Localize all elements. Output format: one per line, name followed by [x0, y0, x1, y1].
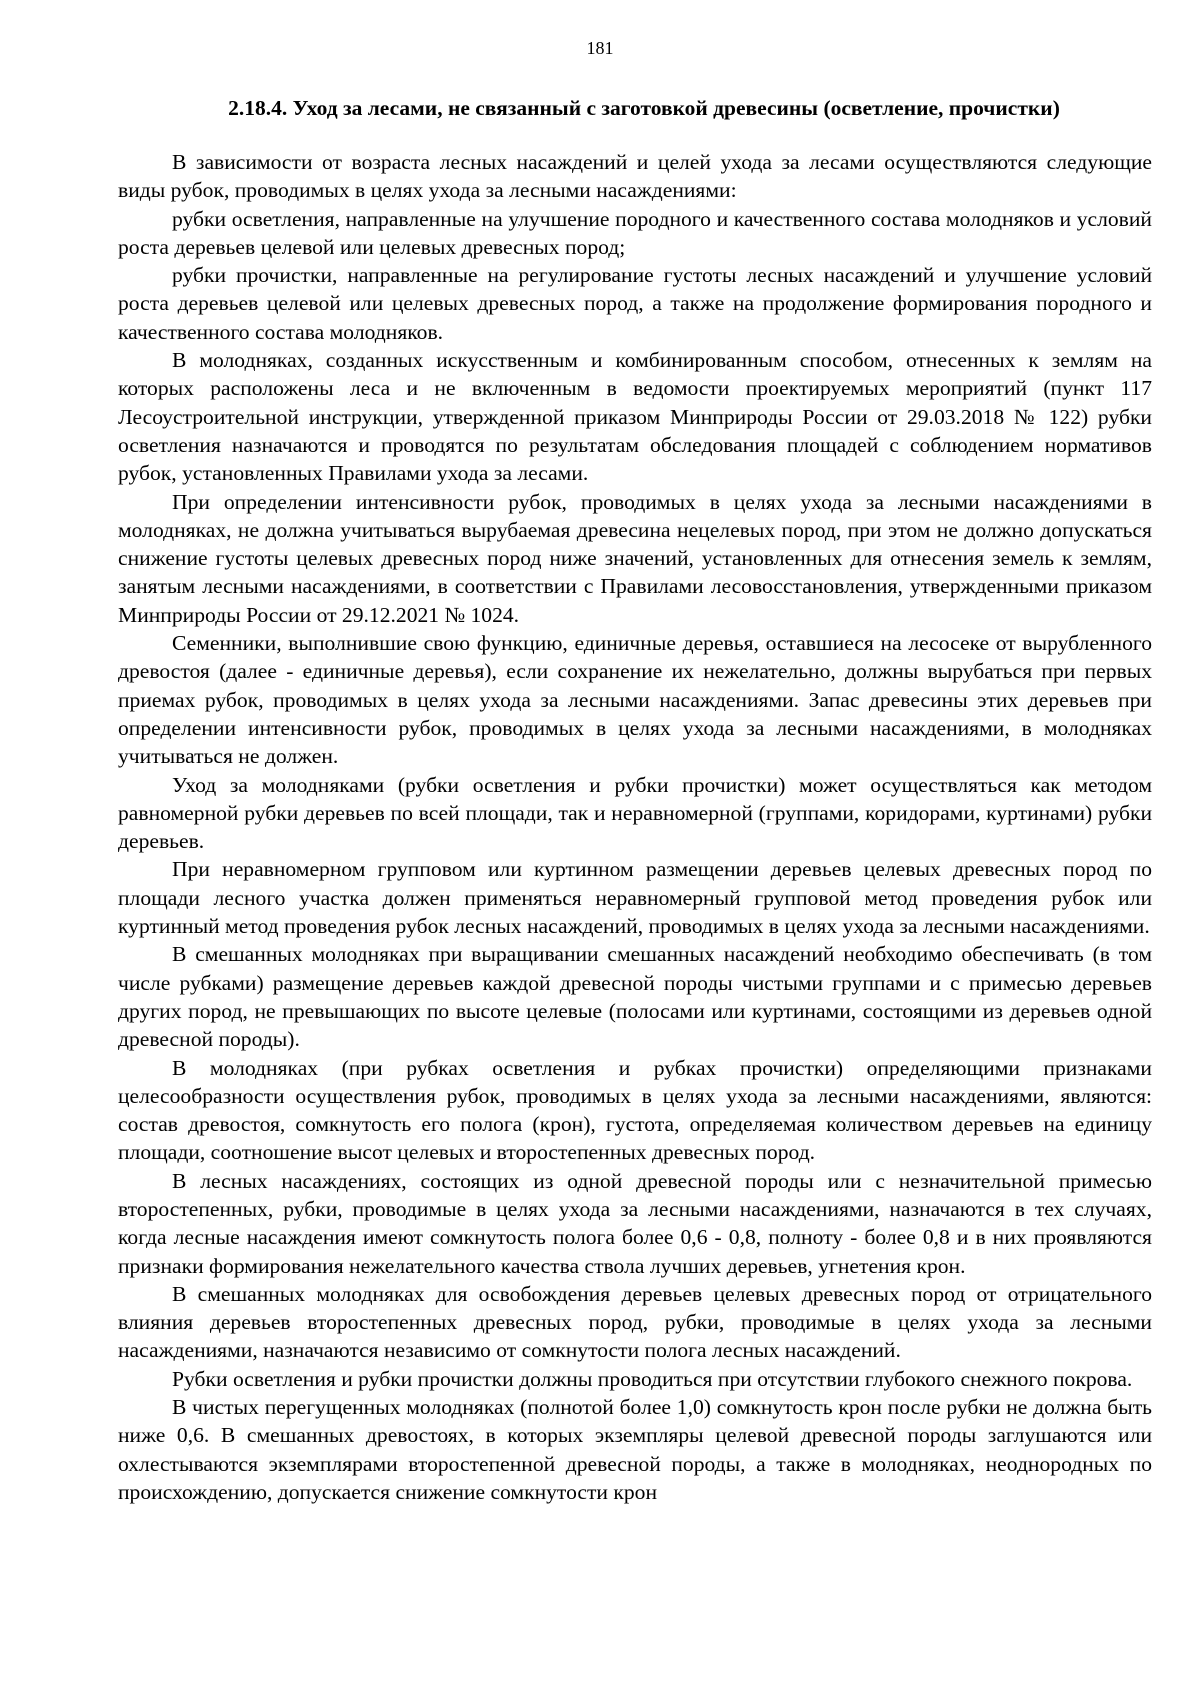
- page-number: 181: [586, 38, 614, 58]
- paragraph: В смешанных молодняках для освобождения деревьев целевых древесных пород от отрицательного влияния деревьев второстепенных древесных пород, рубки, проводимые в целях ухода за лесными насаждениями, назначаются независимо от сомкнутости полога лесных насаждений.: [118, 1281, 1152, 1363]
- paragraph: При неравномерном групповом или куртинном размещении деревьев целевых древесных пород по площади лесного участка должен применяться неравномерный групповой метод проведения рубок или куртинный метод проведения рубок лесных насаждений, проводимых в целях ухода за лесными насаждениями.: [118, 857, 1152, 939]
- paragraph: В смешанных молодняках при выращивании смешанных насаждений необходимо обеспечивать (в том числе рубками) размещение деревьев каждой древесной породы чистыми группами и с примесью деревьев других пород, не превышающих по высоте целевые (полосами или куртинами, состоящими из деревьев одной древесной породы).: [118, 942, 1152, 1052]
- paragraph: рубки осветления, направленные на улучшение породного и качественного состава молодняков и условий роста деревьев целевой или целевых древесных пород;: [118, 206, 1152, 259]
- section-heading: 2.18.4. Уход за лесами, не связанный с заготовкой древесины (осветление, прочистки): [228, 96, 1060, 120]
- body-text: [118, 148, 1152, 1506]
- paragraph: В молодняках (при рубках осветления и рубках прочистки) определяющими признаками целесообразности осуществления рубок, проводимых в целях ухода за лесными насаждениями, являются: состав древостоя, сомкнутость его полога (крон), густота, определяемая количеством деревьев на единицу площади, соотношение высот целевых и второстепенных древесных пород.: [118, 1055, 1152, 1165]
- paragraph: В молодняках, созданных искусственным и комбинированным способом, отнесенных к землям на которых расположены леса и не включенным в ведомости проектируемых мероприятий (пункт 117 Лесоустроительной инструкции, утвержденной приказом Минприроды России от 29.03.2018 № 122) рубки осветления назначаются и проводятся по результатам обследования площадей с соблюдением нормативов рубок, установленных Правилами ухода за лесами.: [118, 348, 1152, 486]
- paragraph: В чистых перегущенных молодняках (полнотой более 1,0) сомкнутость крон после рубки не должна быть ниже 0,6. В смешанных древостоях, в которых экземпляры целевой древесной породы заглушаются или охлестываются экземплярами второстепенной древесной породы, а также в молодняках, неоднородных по происхождению, допускается снижение сомкнутости крон: [118, 1395, 1152, 1504]
- paragraph: В лесных насаждениях, состоящих из одной древесной породы или с незначительной примесью второстепенных, рубки, проводимые в целях ухода за лесными насаждениями, назначаются в тех случаях, когда лесные насаждения имеют сомкнутость полога более 0,6 - 0,8, полноту - более 0,8 и в них проявляются признаки формирования нежелательного качества ствола лучших деревьев, угнетения крон.: [118, 1168, 1152, 1278]
- paragraph: Семенники, выполнившие свою функцию, единичные деревья, оставшиеся на лесосеке от вырубленного древостоя (далее - единичные деревья), если сохранение их нежелательно, должны вырубаться при первых приемах рубок, проводимых в целях ухода за лесными насаждениями. Запас древесины этих деревьев при определении интенсивности рубок, проводимых в целях ухода за лесными насаждениями, в молодняках учитываться не должен.: [118, 631, 1152, 769]
- paragraph: Рубки осветления и рубки прочистки должны проводиться при отсутствии глубокого снежного покрова.: [172, 1366, 1133, 1391]
- paragraph: Уход за молодняками (рубки осветления и рубки прочистки) может осуществляться как методом равномерной рубки деревьев по всей площади, так и неравномерной (группами, коридорами, куртинами) рубки деревьев.: [118, 772, 1152, 854]
- paragraph: В зависимости от возраста лесных насаждений и целей ухода за лесами осуществляются следующие виды рубок, проводимых в целях ухода за лесными насаждениями:: [118, 150, 1152, 203]
- paragraph: рубки прочистки, направленные на регулирование густоты лесных насаждений и улучшение условий роста деревьев целевой или целевых древесных пород, а также на продолжение формирования породного и качественного состава молодняков.: [118, 263, 1152, 344]
- paragraph: При определении интенсивности рубок, проводимых в целях ухода за лесными насаждениями в молодняках, не должна учитываться вырубаемая древесина нецелевых пород, при этом не должно допускаться снижение густоты целевых древесных пород ниже значений, установленных для отнесения земель к землям, занятым лесными насаждениями, в соответствии с Правилами лесовосстановления, утвержденными приказом Минприроды России от 29.12.2021 № 1024.: [118, 489, 1152, 627]
